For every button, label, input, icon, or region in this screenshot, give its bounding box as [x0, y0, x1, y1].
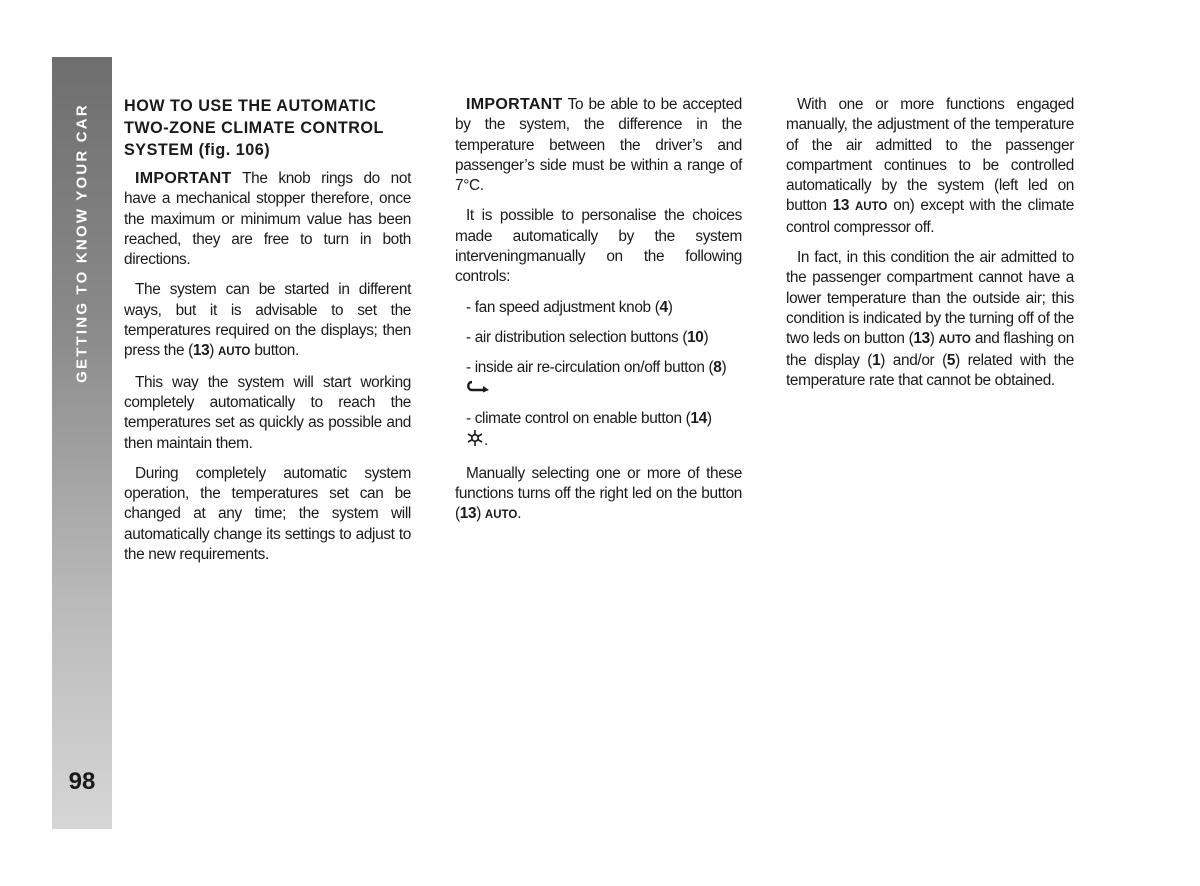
control-list-item: - air distribution selection buttons (10) [466, 328, 709, 346]
important-label: IMPORTANT [466, 96, 563, 113]
auto-label: AUTO [484, 509, 518, 522]
control-list-item: - inside air re-circulation on/off button (8) [455, 358, 742, 399]
column-1 [124, 95, 411, 575]
paragraph: Manually selecting one or more of these functions turns off the right led on the button (13) AUTO. [455, 464, 742, 523]
paragraph: In fact, in this condition the air admitted to the passenger compartment cannot have a lower temperature than the outside air; this condition is indicated by the turning off of the two leds on button (13) AUTO and flashing on the display (1) and/or (5) related with the temperature rate that cannot be obtained. [786, 249, 1074, 389]
auto-label: AUTO [938, 334, 971, 347]
auto-label: AUTO [854, 201, 888, 214]
button-number: 13 [459, 505, 477, 523]
page-number: 98 [68, 768, 96, 795]
paragraph: IMPORTANT To be able to be accepted by the system, the difference in the temperature between the driver’s and passenger’s side must be within a range of 7°C. [455, 96, 742, 195]
paragraph: IMPORTANT The knob rings do not have a mechanical stopper therefore, once the maximum or minimum value has been reached, they are free to turn in both directions. [124, 170, 411, 269]
figure-reference: (fig. 106) [198, 141, 271, 159]
column-3 [786, 95, 1074, 401]
column-2 [455, 95, 742, 536]
button-number: 13 [192, 342, 210, 360]
section-heading: HOW TO USE THE AUTOMATIC TWO-ZONE CLIMATE CONTROL SYSTEM (fig. 106) [124, 97, 384, 159]
control-list-item: - climate control on enable button (14) . [455, 409, 742, 454]
paragraph: It is possible to personalise the choices made automatically by the system interveningmanually on the following controls: [455, 207, 742, 286]
important-label: IMPORTANT [135, 170, 232, 187]
air-recirculation-icon [455, 379, 492, 399]
control-list-item: - fan speed adjustment knob (4) [466, 298, 673, 316]
snowflake-icon [455, 429, 484, 453]
paragraph: During completely automatic system operation, the temperatures set can be changed at any time; the system will automatically change its settings to adjust to the new requirements. [124, 464, 411, 564]
button-number: 13 [913, 330, 930, 348]
section-tab-title: GETTING TO KNOW YOUR CAR [73, 103, 91, 383]
paragraph: The system can be started in different ways, but it is advisable to set the temperatures required on the displays; then press the (13) AUTO button. [124, 281, 411, 360]
paragraph: This way the system will start working completely automatically to reach the temperatures set as quickly as possible and then maintain them. [124, 373, 411, 452]
auto-label: AUTO [218, 346, 251, 359]
button-number: 13 [832, 197, 850, 215]
paragraph: With one or more functions engaged manually, the adjustment of the temperature of the air admitted to the passenger compartment continues to be controlled automatically by the system (left led on button 13 AUTO on) except with the climate control compressor off. [786, 96, 1074, 236]
